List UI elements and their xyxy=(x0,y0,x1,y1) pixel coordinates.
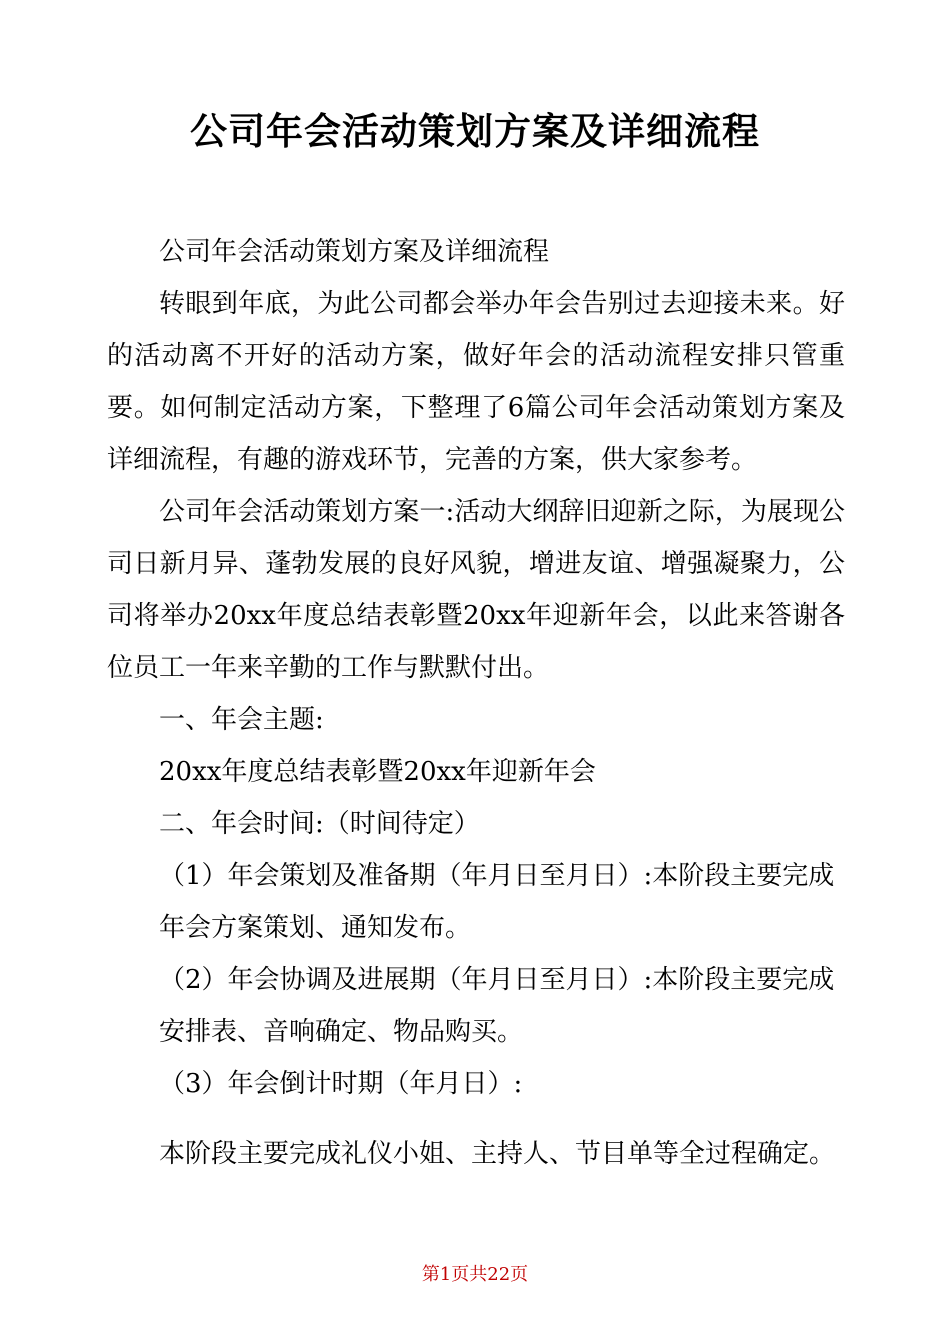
document-title: 公司年会活动策划方案及详细流程 xyxy=(190,110,760,153)
list-item-phase-3: （3）年会倒计时期（年月日）: xyxy=(159,1069,523,1099)
list-item-phase-2: （2）年会协调及进展期（年月日至月日）:本阶段主要完成安排表、音响确定、物品购买。 xyxy=(159,965,835,1047)
paragraph-plan-one: 公司年会活动策划方案一:活动大纲辞旧迎新之际，为展现公司日新月异、蓬勃发展的良好风貌，增进友谊、增强凝聚力，公司将举办20xx年度总结表彰暨20xx年迎新年会，以此来答谢各位员工一年来辛勤的工作与默默付出。 xyxy=(107,497,845,683)
paragraph-intro: 转眼到年底，为此公司都会举办年会告别过去迎接未来。好的活动离不开好的活动方案，做好年会的活动流程安排只管重要。如何制定活动方案，下整理了6篇公司年会活动策划方案及详细流程，有趣的游戏环节，完善的方案，供大家参考。 xyxy=(107,289,845,475)
heading-time: 二、年会时间:（时间待定） xyxy=(159,809,480,839)
heading-theme: 一、年会主题: xyxy=(159,705,324,735)
paragraph-phase-3-detail: 本阶段主要完成礼仪小姐、主持人、节目单等全过程确定。 xyxy=(159,1139,836,1169)
list-item-phase-1: （1）年会策划及准备期（年月日至月日）:本阶段主要完成年会方案策划、通知发布。 xyxy=(159,861,835,943)
page-number: 第1页共22页 xyxy=(421,1264,529,1285)
paragraph-subtitle: 公司年会活动策划方案及详细流程 xyxy=(159,237,550,267)
paragraph-theme-value: 20xx年度总结表彰暨20xx年迎新年会 xyxy=(159,757,596,787)
document-body xyxy=(107,226,845,1180)
